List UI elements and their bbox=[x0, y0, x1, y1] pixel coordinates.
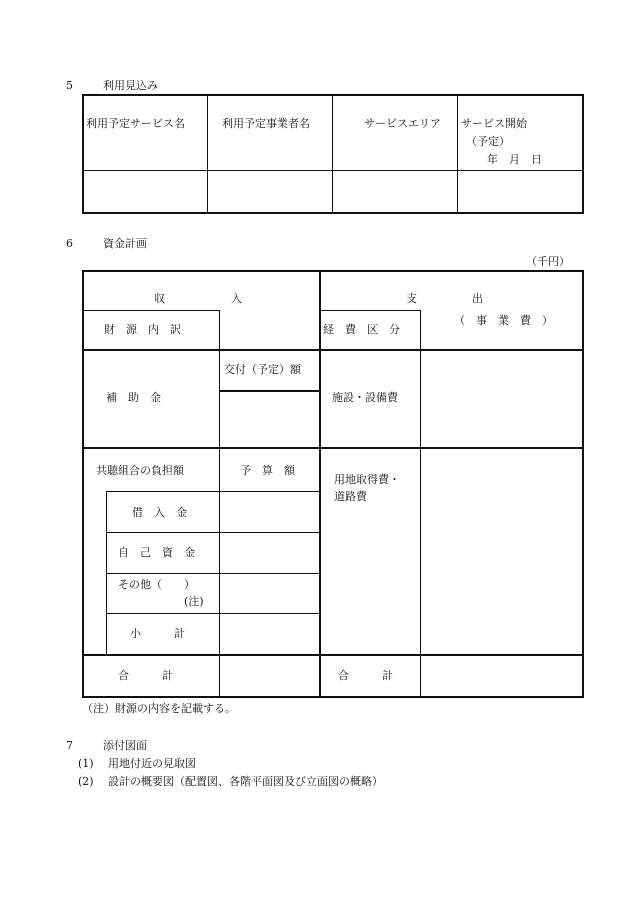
header-date-format: 年 月 日 bbox=[487, 153, 542, 166]
attachment-2-number: (2) bbox=[78, 775, 94, 788]
income-source-header: 財 源 内 訳 bbox=[104, 323, 181, 336]
section-5-title: 利用見込み bbox=[103, 79, 158, 92]
header-operator-name: 利用予定事業者名 bbox=[222, 117, 310, 130]
attachment-1-number: (1) bbox=[78, 757, 94, 770]
budget-amount-label: 予 算 額 bbox=[240, 464, 295, 477]
other-label: その他（ ） bbox=[118, 578, 195, 591]
header-service-name: 利用予定サービス名 bbox=[86, 117, 185, 130]
income-header: 収 入 bbox=[154, 292, 242, 305]
section-5-number: 5 bbox=[66, 79, 73, 92]
own-funds-label: 自 己 資 金 bbox=[118, 546, 195, 559]
attachment-1-text: 用地付近の見取図 bbox=[108, 757, 196, 770]
section-6-title: 資金計画 bbox=[103, 237, 147, 250]
attachment-2-text: 設計の概要図（配置図、各階平面図及び立面図の概略） bbox=[108, 775, 383, 788]
grant-amount-label: 交付（予定）額 bbox=[224, 363, 301, 376]
subsidy-label: 補 助 金 bbox=[106, 391, 161, 404]
cooperative-share-label: 共聴組合の負担額 bbox=[96, 464, 184, 477]
section-7-number: 7 bbox=[66, 739, 73, 752]
income-total-label: 合 計 bbox=[118, 669, 173, 682]
expense-total-label: 合 計 bbox=[338, 669, 393, 682]
header-service-start: サービス開始 bbox=[461, 117, 527, 130]
expense-header: 支 出 bbox=[406, 292, 483, 305]
header-start-note: （予定） bbox=[466, 135, 510, 148]
section-6-number: 6 bbox=[66, 237, 73, 250]
project-cost-header: （ 事 業 費 ） bbox=[454, 314, 553, 327]
loan-label: 借 入 金 bbox=[132, 506, 187, 519]
unit-label: （千円） bbox=[526, 255, 570, 268]
subtotal-label: 小 計 bbox=[130, 627, 185, 640]
expense-category-header: 経 費 区 分 bbox=[323, 323, 400, 336]
land-cost-label-line1: 用地取得費・ bbox=[334, 473, 400, 486]
other-note-label: (注) bbox=[184, 595, 204, 608]
funding-footnote: （注）財源の内容を記載する。 bbox=[82, 702, 236, 715]
section-7-title: 添付図面 bbox=[103, 739, 147, 752]
header-service-area: サービスエリア bbox=[364, 117, 441, 130]
facility-cost-label: 施設・設備費 bbox=[332, 391, 398, 404]
land-cost-label-line2: 道路費 bbox=[334, 490, 367, 503]
